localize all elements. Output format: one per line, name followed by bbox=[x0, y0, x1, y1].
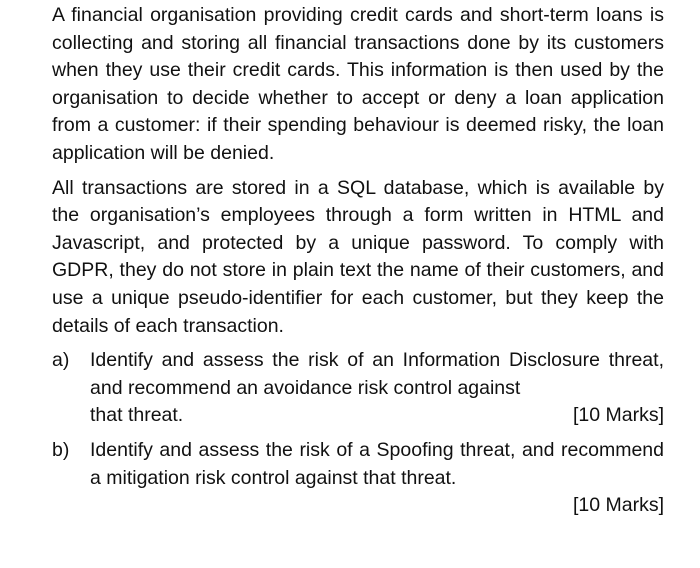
question-b bbox=[52, 437, 664, 520]
intro-paragraph: A financial organisation providing credit cards and short-term loans is collecting and storing all financial transactions done by its customers when they use their credit cards. This information is then used by the organisation to decide whether to accept or deny a loan application from a customer: if their spending behaviour is deemed risky, the loan application will be denied. bbox=[52, 4, 664, 164]
question-b-text: Identify and assess the risk of a Spoofing threat, and recommend a mitigation risk control against that threat. bbox=[90, 438, 664, 489]
database-paragraph: All transactions are stored in a SQL database, which is available by the organisation’s employees through a form written in HTML and Javascript, and protected by a unique password. To comply with GDPR, they do not store in plain text the name of their customers, and use a unique pseudo-identifier for each customer, but they keep the details of each transaction. bbox=[52, 176, 664, 337]
question-b-body bbox=[90, 437, 664, 520]
question-a-marks: [10 Marks] bbox=[572, 404, 664, 427]
question-a-text: Identify and assess the risk of an Information Disclosure threat, and recommend an avoidance risk control against bbox=[90, 349, 664, 399]
question-b-marks: [10 Marks] bbox=[572, 494, 664, 517]
question-a-text-end: that threat. bbox=[90, 404, 184, 427]
question-a-letter: a) bbox=[52, 349, 70, 372]
question-a bbox=[52, 347, 664, 430]
question-b-letter: b) bbox=[52, 438, 70, 461]
question-list bbox=[52, 347, 664, 520]
question-a-last-line bbox=[90, 402, 664, 430]
question-a-body bbox=[90, 347, 664, 430]
